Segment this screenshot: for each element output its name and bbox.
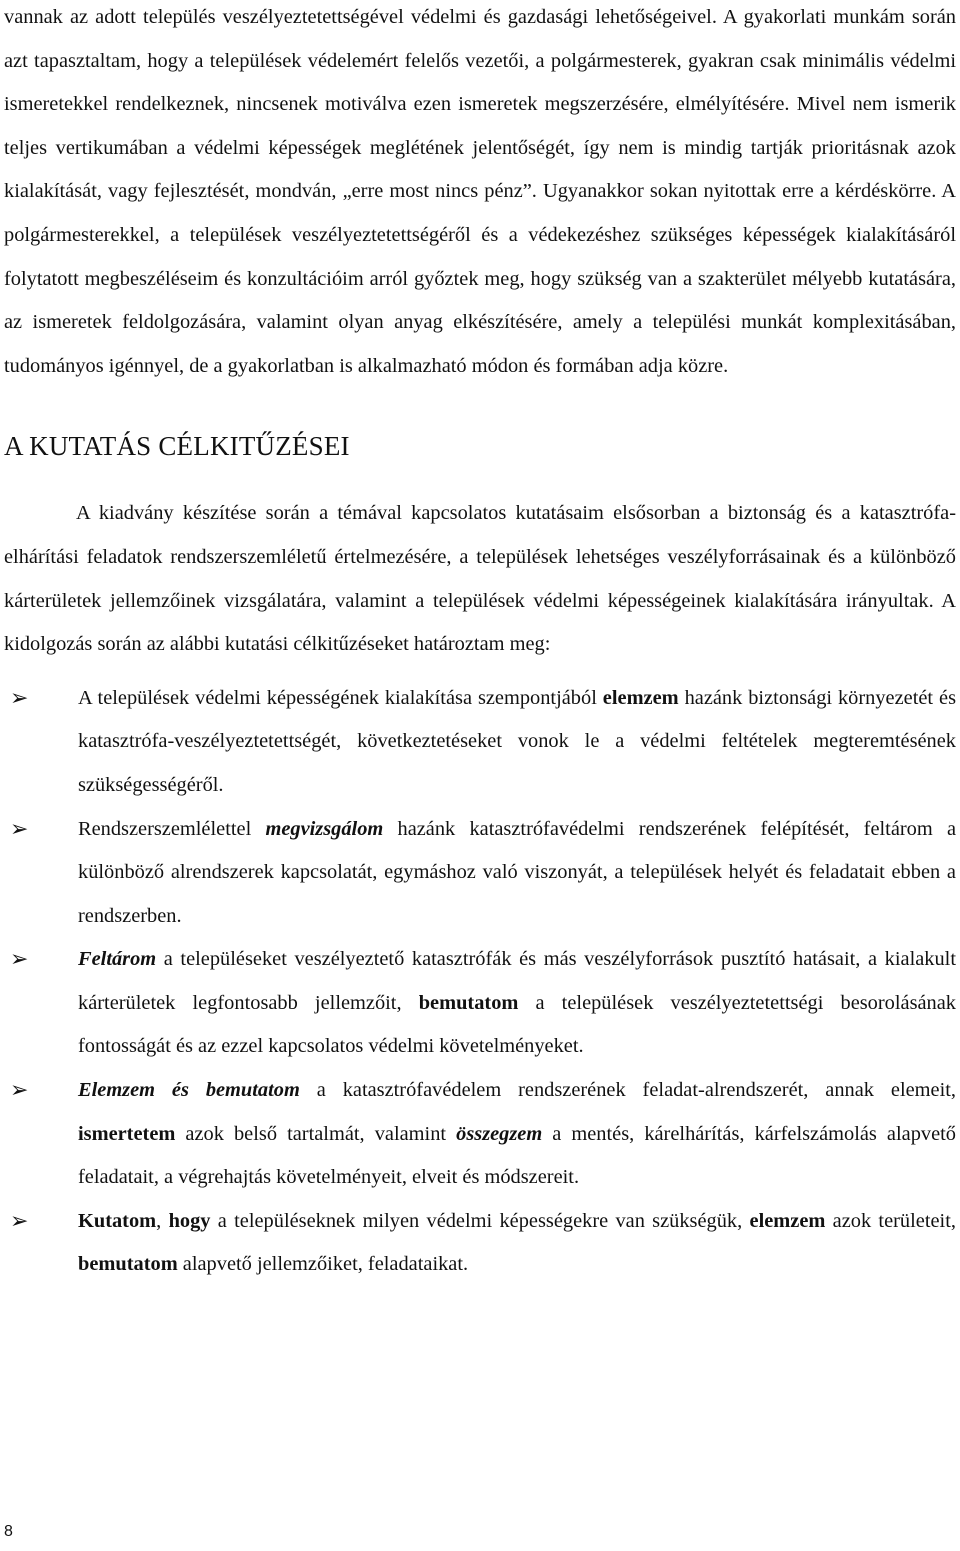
goal-item xyxy=(4,808,956,939)
emphasized-text: Feltárom xyxy=(78,948,157,971)
text-run: azok területeit, xyxy=(825,1209,956,1232)
emphasized-text: összegzem xyxy=(456,1122,543,1145)
text-run: A települések védelmi képességének kialakítása szempontjából xyxy=(78,686,603,709)
goal-item xyxy=(4,677,956,808)
text-run: alapvető jellemzőiket, feladataikat. xyxy=(177,1253,469,1276)
goal-text xyxy=(78,808,956,939)
emphasized-text: bemutatom xyxy=(418,991,519,1014)
arrow-bullet-icon: ➢ xyxy=(10,947,29,973)
emphasized-text: ismertetem xyxy=(78,1122,176,1145)
emphasized-text: bemutatom xyxy=(78,1253,178,1276)
text-run: , xyxy=(156,1209,169,1232)
goals-intro-paragraph xyxy=(4,492,956,666)
arrow-bullet-icon: ➢ xyxy=(10,816,29,842)
page-number: 8 xyxy=(4,1523,13,1540)
section-heading: A KUTATÁS CÉLKITŰZÉSEI xyxy=(4,431,350,462)
goal-text xyxy=(78,677,956,808)
text-run: a mentés, kárelhárítás, kárfelszámolás alapvető feladatait, a végrehajtás követelményeit, elveit és módszereit. xyxy=(78,1122,956,1189)
emphasized-text: elemzem xyxy=(602,686,679,709)
text-run: azok belső tartalmát, valamint xyxy=(175,1122,457,1145)
emphasized-text: Elemzem és bemutatom xyxy=(78,1079,300,1102)
research-goals-list xyxy=(4,677,956,1287)
text-run: vannak az adott település veszélyeztetettségével védelmi és gazdasági lehetőségeivel. A gyakorlati munkám során azt tapasztaltam, hogy a települések védelemért felelős vezetői, a polgármesterek, gyakran csak minimális védelmi ismeretekkel rendelkeznek, nincsenek motiválva ezen ismeretek megszerzésére, elmélyítésére. Mivel nem ismerik teljes vertikumában a védelmi képességek meglétének jelentőségét, így nem is mindig tartják prioritásnak azok kialakítását, vagy fejlesztését, mondván, „erre most nincs pénz”. Ugyanakkor sokan nyitottak erre a kérdéskörre. A polgármesterekkel, a települések veszélyeztetettségéről és a védekezéshez szükséges képességek kialakításáról folytatott megbeszéléseim és konzultációim arról győztek meg, hogy szükség van a szakterület mélyebb kutatására, az ismeretek feldolgozására, valamint olyan anyag elkészítésére, amely a települési munkát komplexitásában, tudományos igénnyel, de a gyakorlatban is alkalmazható módon és formában adja közre. xyxy=(4,6,956,377)
text-run: A kiadvány készítése során a témával kapcsolatos kutatásaim elsősorban a biztonság és a katasztrófa-elhárítási feladatok rendszerszemléletű értelmezésére, a települések lehetséges veszélyforrásainak és a különböző kárterületek jellemzőinek vizsgálatára, valamint a települések védelmi képességeinek kialakítására irányultak. A kidolgozás során az alábbi kutatási célkitűzéseket határoztam meg: xyxy=(4,502,956,656)
text-run: hazánk katasztrófavédelmi rendszerének felépítését, feltárom a különböző alrendszerek kapcsolatát, egymáshoz való viszonyát, a települések helyét és feladatait ebben a rendszerben. xyxy=(78,817,956,927)
text-run: a katasztrófavédelem rendszerének feladat-alrendszerét, annak elemeit, xyxy=(299,1079,956,1102)
text-run: a településeknek milyen védelmi képességekre van szükségük, xyxy=(210,1209,750,1232)
text-run: a települések veszélyeztetettségi besorolásának fontosságát és az ezzel kapcsolatos védelmi követelményeket. xyxy=(78,991,957,1058)
arrow-bullet-icon: ➢ xyxy=(10,685,29,711)
goal-item xyxy=(4,1200,956,1287)
goal-item xyxy=(4,1069,956,1200)
arrow-bullet-icon: ➢ xyxy=(10,1208,29,1234)
goal-item xyxy=(4,938,956,1069)
goal-text xyxy=(78,1069,956,1200)
emphasized-text: megvizsgálom xyxy=(265,817,384,840)
text-run: Rendszerszemlélettel xyxy=(78,817,266,840)
text-run: hazánk biztonsági környezetét és katasztrófa-veszélyeztetettségét, következtetéseket vonok le a védelmi feltételek megteremtésének szükségességéről. xyxy=(78,686,957,796)
emphasized-text: elemzem xyxy=(749,1209,826,1232)
intro-paragraph xyxy=(4,0,956,388)
goal-text xyxy=(78,938,956,1069)
emphasized-text: Kutatom xyxy=(78,1209,157,1232)
arrow-bullet-icon: ➢ xyxy=(10,1078,29,1104)
emphasized-text: hogy xyxy=(168,1209,211,1232)
goal-text xyxy=(78,1200,956,1287)
document-page xyxy=(4,0,956,1287)
text-run: a településeket veszélyeztető katasztrófák és más veszélyforrások pusztító hatásait, a kialakult kárterületek legfontosabb jellemzőit, xyxy=(78,948,956,1014)
